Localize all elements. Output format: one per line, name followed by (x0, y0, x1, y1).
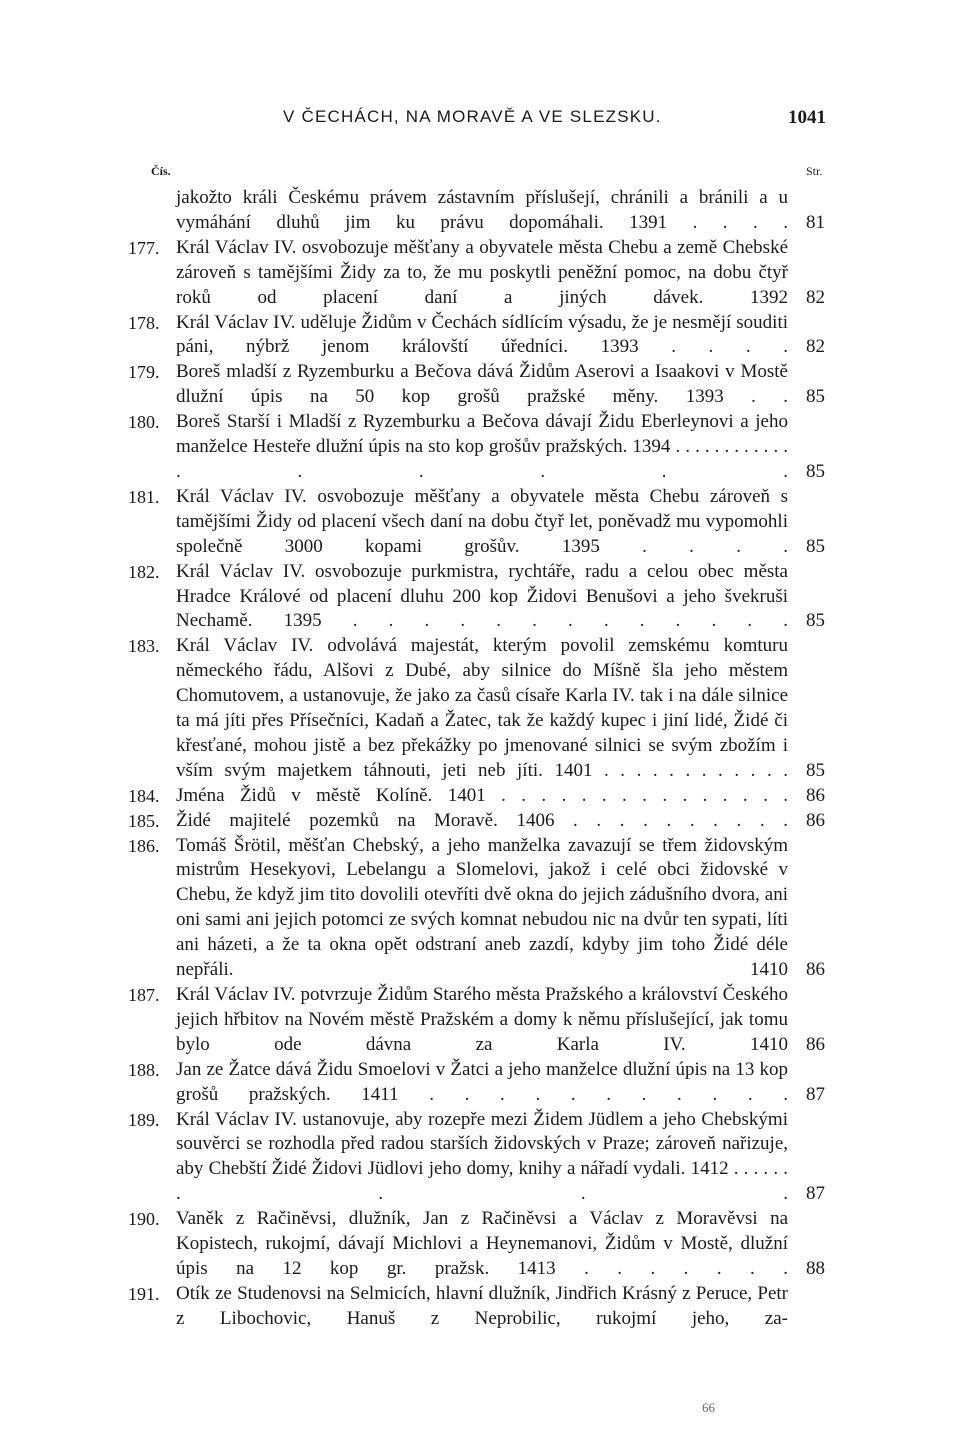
entry-list (0, 186, 960, 1332)
list-item (0, 360, 960, 410)
entry-number: 180. (128, 412, 160, 433)
entry-text: Boreš mladší z Ryzemburku a Bečova dává Židům Aserovi a Isaakovi v Mostě dlužní úpis na 50 kop grošů pražské měny. 1393 . . (176, 361, 788, 408)
entry-text: Vaněk z Račiněvsi, dlužník, Jan z Račiněvsi a Václav z Moravěvsi na Kopistech, rukojmí, dávají Michlovi a Heynemanovi, Židům v Mostě, dlužní úpis na 12 kop gr. pražsk. 1413 . . . . . . . (176, 1208, 788, 1279)
entry-page: 86 (806, 1033, 825, 1055)
entry-text: Boreš Starší i Mladší z Ryzemburku a Bečova dávají Židu Eberleynovi a jeho manželce Hesteře dlužní úpis na sto kop grošův pražských. 1394 . . . . . . . . . . . . . . . . . . (176, 411, 788, 482)
entry-number: 178. (128, 312, 160, 333)
entry-number: 187. (128, 985, 160, 1005)
list-item (0, 1207, 960, 1282)
entry-text: Král Václav IV. ustanovuje, aby rozepře mezi Židem Jüdlem a jeho Chebskými souvěrci se rozhodla před radou starších židovských v Praze; zároveň nařizuje, aby Chebští Židé Židovi Jüdlovi jeho domy, knihy a nářadí vydali. 1412 . . . . . . . . . . (176, 1108, 788, 1205)
entry-text: Král Václav IV. odvolává majestát, kterým povolil zemskému komturu německého řádu, Alšovi z Dubé, aby silnice do Míšně šla jeho městem Chomutovem, a ustanovuje, že jako za časů císaře Karla IV. tak i na dále silnice ta má jíti přes Přísečníci, Kadaň a Žatec, tak že každý kupec i jiní lidé, Židé či křesťané, mohou jistě a bez překážky po jmenované silnici se svým zbožím i vším svým majetkem táhnouti, jeti neb jíti. 1401 . . . . . . . . . . . . (176, 635, 788, 781)
entry-text: Židé majitelé pozemků na Moravě. 1406 . . . . . . . . . . (176, 809, 788, 831)
list-item (0, 1108, 960, 1208)
entry-page: 82 (806, 286, 825, 308)
entry-number: 188. (128, 1059, 160, 1080)
entry-page: 85 (806, 535, 825, 557)
entry-page: 81 (806, 211, 825, 233)
list-item (0, 560, 960, 635)
entry-page: 86 (806, 809, 825, 831)
entry-text: Král Václav IV. osvobozuje měšťany a obyvatele města Chebu a země Chebské zároveň s tamějšími Židy za to, že mu poskytli peněžní pomoc, na dobu čtyř roků od placení daní a jiných dávek. 1392 (176, 236, 788, 308)
entry-text: Tomáš Šrötil, měšťan Chebský, a jeho manželka zavazují se třem židovským mistrům Hesekyovi, Lebelangu a Slomelovi, jakož i celé obci židovské v Chebu, že když jim tito dovolili otevříti dvě okna do jejich zádušního dvora, ani oni sami ani jejich potomci ze svých komnat nebudou nic na dvůr ten sypati, líti ani házeti, a že ta okna opět odstraní aneb zazdí, kdyby jim toho Židé déle nepřáli. 1410 (176, 834, 788, 981)
entry-number: 177. (128, 237, 160, 258)
entry-text: Král Václav IV. osvobozuje měšťany a obyvatele města Chebu zároveň s tamějšími Židy od placení všech daní na dobu čtyř let, poněvadž mu vypomohli společně 3000 kopami grošův. 1395 . . . . (176, 485, 788, 557)
entry-number: 179. (128, 362, 160, 383)
entry-text: Král Václav IV. osvobozuje purkmistra, rychtáře, radu a celou obec města Hradce Králové od placení dluhu 200 kop Židovi Benušovi a jeho švekruši Nechamě. 1395 . . . . . . . . . . . . . (176, 560, 788, 632)
list-item (0, 784, 960, 809)
list-item (0, 186, 960, 236)
column-head-page: Str. (806, 164, 823, 178)
list-item (0, 983, 960, 1058)
entry-page: 85 (806, 386, 825, 408)
signature-mark: 66 (702, 1400, 715, 1415)
entry-text: Král Václav IV. potvrzuje Židům Starého města Pražského a království Českého jejich hřbitov na Novém městě Pražském a domy k němu příslušející, jak tomu bylo ode dávna za Karla IV. 1410 (176, 984, 788, 1055)
running-title: V ČECHÁCH, NA MORAVĚ A VE SLEZSKU. (283, 107, 662, 126)
entry-page: 88 (806, 1257, 825, 1279)
list-item (0, 311, 960, 361)
entry-text: Jan ze Žatce dává Židu Smoelovi v Žatci a jeho manželce dlužní úpis na 13 kop grošů pražských. 1411 . . . . . . . . . . . (176, 1058, 788, 1105)
entry-text: Král Václav IV. uděluje Židům v Čechách sídlícím výsadu, že je nesmějí souditi páni, nýbrž jenom královští úředníci. 1393 . . . . (176, 311, 788, 358)
entry-page: 85 (806, 759, 825, 781)
entry-text: jakožto králi Českému právem zástavním příslušejí, chránili a bránili a u vymáhání dluhů jim ku právu dopomáhali. 1391 . . . . (176, 187, 788, 233)
entry-page: 86 (806, 784, 825, 806)
entry-page: 82 (806, 336, 825, 358)
entry-number: 182. (128, 561, 160, 582)
entry-number: 183. (128, 636, 160, 657)
entry-page: 86 (806, 959, 825, 981)
entry-number: 184. (128, 785, 160, 806)
list-item (0, 634, 960, 783)
entry-page: 85 (806, 460, 825, 482)
entry-text: Jména Židů v městě Kolíně. 1401 . . . . . . . . . . . . . . . (176, 784, 788, 806)
list-item (0, 485, 960, 560)
entry-number: 189. (128, 1109, 160, 1130)
entry-page: 87 (806, 1083, 825, 1105)
column-head-number: Čís. (151, 164, 171, 178)
list-item (0, 809, 960, 834)
entry-number: 181. (128, 486, 160, 507)
entry-number: 191. (128, 1283, 160, 1304)
entry-number: 186. (128, 835, 160, 856)
entry-number: 190. (128, 1209, 160, 1230)
entry-number: 185. (128, 810, 160, 831)
page-number: 1041 (788, 107, 826, 128)
list-item (0, 1058, 960, 1108)
list-item (0, 1282, 960, 1332)
entry-text: Otík ze Studenovsi na Selmicích, hlavní dlužník, Jindřich Krásný z Peruce, Petr z Libochovic, Hanuš z Neprobilic, rukojmí jeho, za- (176, 1282, 788, 1329)
running-header (0, 107, 960, 137)
list-item (0, 834, 960, 983)
entry-page: 87 (806, 1183, 825, 1205)
list-item (0, 236, 960, 311)
entry-page: 85 (806, 610, 825, 632)
list-item (0, 410, 960, 485)
